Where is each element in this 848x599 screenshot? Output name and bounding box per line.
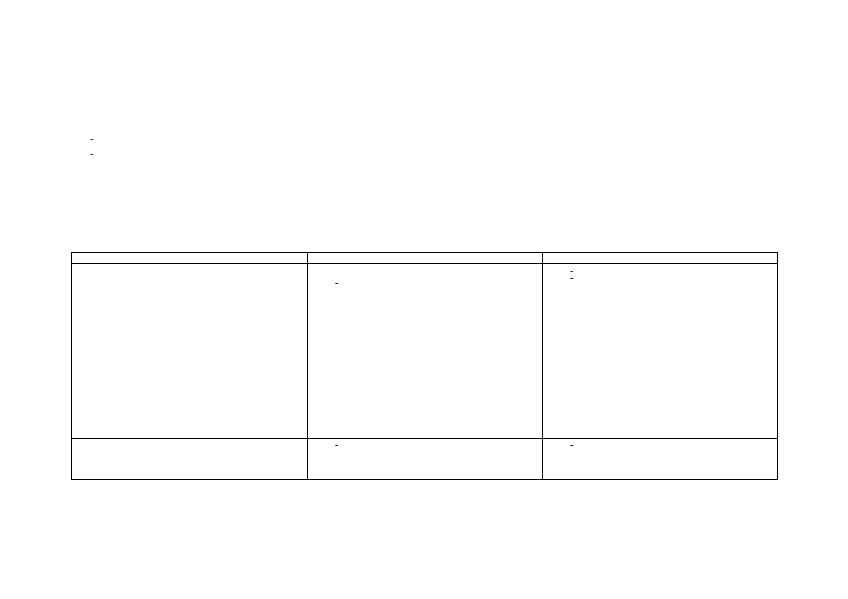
table-cell-snc [308, 439, 543, 480]
table-row [72, 439, 778, 480]
table-header-cell [308, 253, 543, 264]
outline-item: - [90, 148, 94, 160]
table-header-cell [72, 253, 308, 264]
table-header-row [72, 253, 778, 264]
table-row [72, 264, 778, 439]
row-label [72, 264, 308, 439]
table-cell-snc [308, 264, 543, 439]
table-cell-snp [543, 264, 778, 439]
row-label [72, 439, 308, 480]
table-cell-snp [543, 439, 778, 480]
anatomical-outline [90, 133, 108, 162]
outline-item: - [90, 134, 94, 145]
table-header-cell [543, 253, 778, 264]
histology-table [71, 252, 778, 480]
